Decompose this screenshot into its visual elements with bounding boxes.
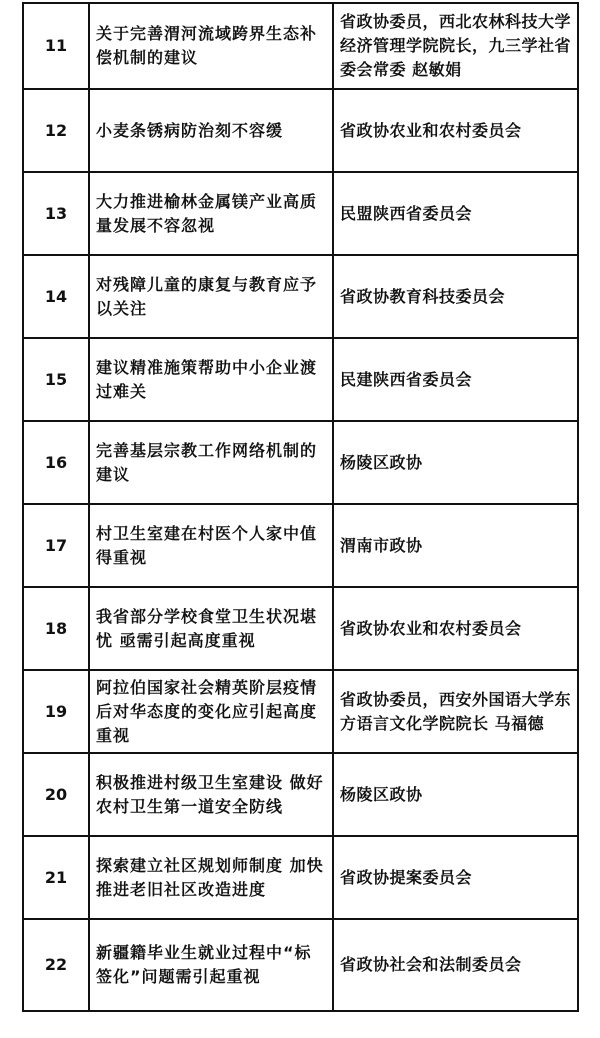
proposal-topic: 新疆籍毕业生就业过程中“标签化”问题需引起重视 — [89, 919, 333, 1011]
proposal-topic: 探索建立社区规划师制度 加快推进老旧社区改造进度 — [89, 836, 333, 919]
proposer: 省政协委员，西安外国语大学东方语言文化学院院长 马福德 — [333, 670, 578, 753]
table-row — [23, 670, 578, 753]
proposer: 省政协社会和法制委员会 — [333, 919, 578, 1011]
table-row — [23, 919, 578, 1011]
proposer: 省政协农业和农村委员会 — [333, 587, 578, 670]
proposal-topic: 我省部分学校食堂卫生状况堪忧 亟需引起高度重视 — [89, 587, 333, 670]
row-number: 16 — [23, 421, 89, 504]
table-row — [23, 421, 578, 504]
proposer: 渭南市政协 — [333, 504, 578, 587]
proposal-topic: 建议精准施策帮助中小企业渡过难关 — [89, 338, 333, 421]
row-number: 17 — [23, 504, 89, 587]
table-row — [23, 255, 578, 338]
proposal-topic: 村卫生室建在村医个人家中值得重视 — [89, 504, 333, 587]
row-number: 15 — [23, 338, 89, 421]
table-row — [23, 89, 578, 172]
proposer: 省政协教育科技委员会 — [333, 255, 578, 338]
table-row — [23, 172, 578, 255]
row-number: 11 — [23, 3, 89, 89]
proposer: 杨陵区政协 — [333, 753, 578, 836]
proposal-topic: 关于完善渭河流域跨界生态补偿机制的建议 — [89, 3, 333, 89]
proposer: 省政协农业和农村委员会 — [333, 89, 578, 172]
proposal-topic: 大力推进榆林金属镁产业高质量发展不容忽视 — [89, 172, 333, 255]
proposer: 省政协委员，西北农林科技大学经济管理学院院长，九三学社省委会常委 赵敏娟 — [333, 3, 578, 89]
row-number: 12 — [23, 89, 89, 172]
row-number: 13 — [23, 172, 89, 255]
proposal-topic: 小麦条锈病防治刻不容缓 — [89, 89, 333, 172]
row-number: 20 — [23, 753, 89, 836]
row-number: 19 — [23, 670, 89, 753]
row-number: 21 — [23, 836, 89, 919]
table-row — [23, 3, 578, 89]
table-row — [23, 836, 578, 919]
row-number: 14 — [23, 255, 89, 338]
row-number: 18 — [23, 587, 89, 670]
proposer: 民建陕西省委员会 — [333, 338, 578, 421]
proposal-topic: 阿拉伯国家社会精英阶层疫情后对华态度的变化应引起高度重视 — [89, 670, 333, 753]
proposer: 民盟陕西省委员会 — [333, 172, 578, 255]
proposer: 杨陵区政协 — [333, 421, 578, 504]
proposal-topic: 对残障儿童的康复与教育应予以关注 — [89, 255, 333, 338]
table-row — [23, 753, 578, 836]
row-number: 22 — [23, 919, 89, 1011]
proposal-topic: 完善基层宗教工作网络机制的建议 — [89, 421, 333, 504]
table-row — [23, 587, 578, 670]
proposal-topic: 积极推进村级卫生室建设 做好农村卫生第一道安全防线 — [89, 753, 333, 836]
proposal-table — [22, 2, 579, 1012]
proposer: 省政协提案委员会 — [333, 836, 578, 919]
table-row — [23, 338, 578, 421]
table-row — [23, 504, 578, 587]
